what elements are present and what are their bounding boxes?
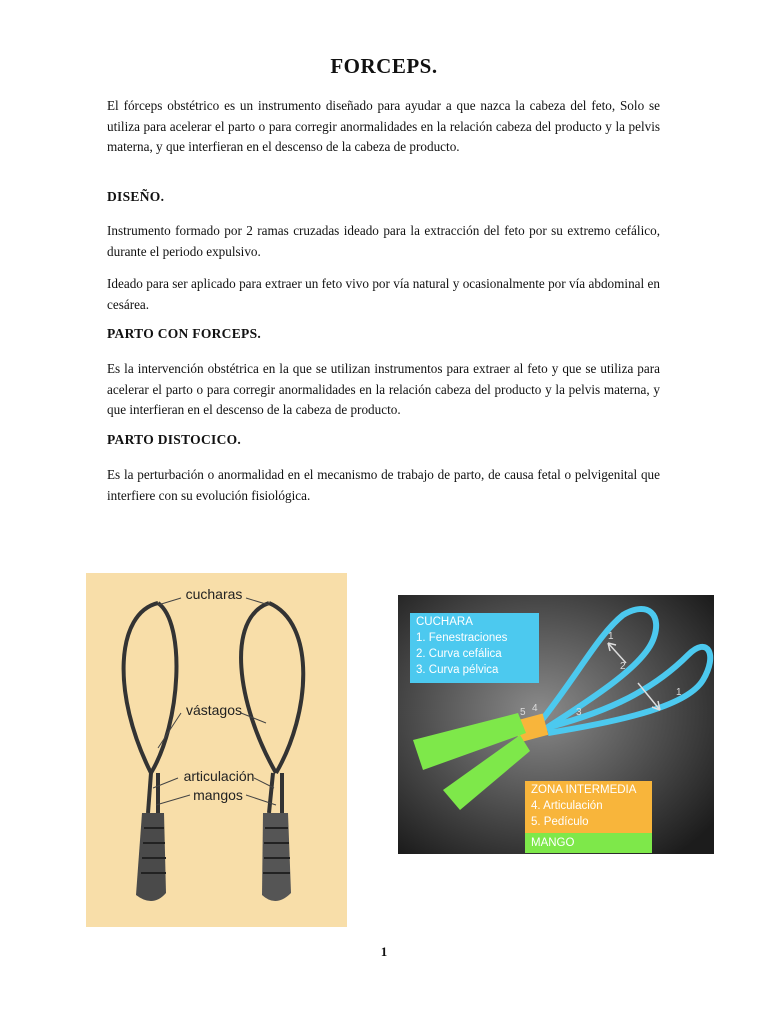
label-articulacion: articulación (183, 768, 255, 784)
diseno-paragraph-2: Ideado para ser aplicado para extraer un feto vivo por vía natural y ocasionalmente por vía abdominal en cesárea. (107, 276, 660, 312)
zona-intermedia-legend-panel (525, 781, 652, 833)
zona-item-4: 4. Articulación (531, 800, 603, 812)
marker-1b: 1 (676, 687, 682, 698)
zona-title: ZONA INTERMEDIA (531, 784, 637, 796)
diseno-paragraph-1: Instrumento formado por 2 ramas cruzadas ideado para la extracción del feto por su extremo cefálico, durante el periodo expulsivo. (107, 223, 660, 259)
forceps-illustration (86, 573, 347, 927)
marker-2a: 2 (620, 661, 626, 672)
parto-distocico-paragraph: Es la perturbación o anormalidad en el mecanismo de trabajo de parto, de causa fetal o pelvigenital que interfiere con su evolución fisiológica. (107, 467, 660, 503)
label-vastagos: vástagos (185, 702, 243, 718)
marker-5: 5 (520, 707, 526, 718)
marker-4: 4 (532, 703, 538, 714)
cuchara-legend-panel (410, 613, 539, 683)
label-mangos: mangos (193, 787, 243, 803)
heading-diseno: DISEÑO. (107, 189, 165, 204)
page-number: 1 (380, 944, 388, 959)
forceps-drawing-figure (86, 573, 347, 927)
intro-paragraph: El fórceps obstétrico es un instrumento diseñado para ayudar a que nazca la cabeza del feto, Solo se utiliza para acelerar el parto o para corregir anormalidades en la relación cabeza del producto y la pelvis materna, y que interfieran en el descenso de la cabeza de producto. (107, 98, 660, 154)
cuchara-item-2: 2. Curva cefálica (416, 648, 502, 660)
label-cucharas: cucharas (185, 586, 243, 602)
mango-legend-panel: MANGO (525, 833, 652, 853)
heading-parto-distocico: PARTO DISTOCICO. (107, 432, 242, 447)
heading-parto-con-forceps: PARTO CON FORCEPS. (107, 326, 262, 341)
cuchara-item-1: 1. Fenestraciones (416, 632, 508, 644)
cuchara-item-3: 3. Curva pélvica (416, 664, 499, 676)
page-title: FORCEPS. (330, 54, 438, 78)
cuchara-title: CUCHARA (416, 616, 473, 628)
parto-forceps-paragraph: Es la intervención obstétrica en la que se utilizan instrumentos para extraer al feto y que se utiliza para acelerar el parto o para corregir anormalidades en la relación cabeza del producto y la pelvis materna, y que interfieran en el descenso de la cabeza de producto. (107, 361, 660, 417)
zona-item-5: 5. Pedículo (531, 816, 589, 828)
marker-3: 3 (576, 707, 582, 718)
marker-1a: 1 (608, 631, 614, 642)
